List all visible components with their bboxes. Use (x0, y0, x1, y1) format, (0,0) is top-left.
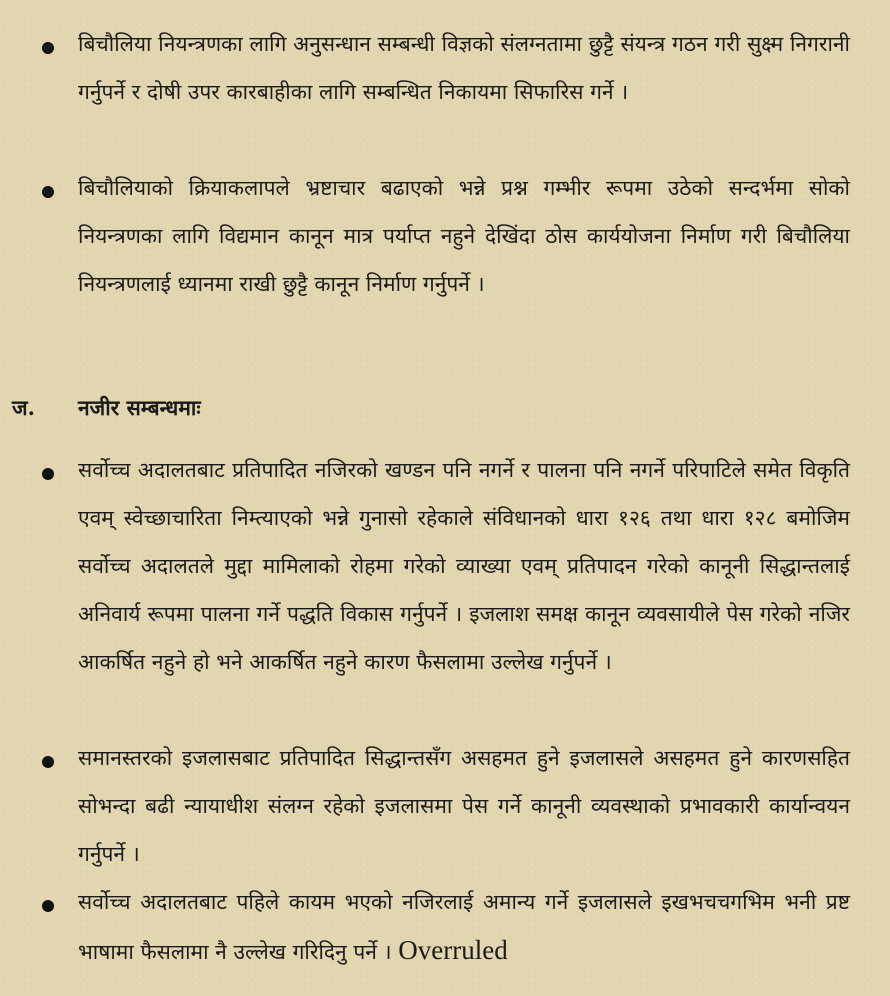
bullet-icon (42, 900, 54, 912)
list-item-text: बिचौलियाको क्रियाकलापले भ्रष्टाचार बढाएको भन्ने प्रश्न गम्भीर रूपमा उठेको सन्दर्भमा सोको नियन्त्रणका लागि विद्यमान कानून मात्र पर्याप्त नहुने देखिंदा ठोस कार्ययोजना निर्माण गरी बिचौलिया नियन्त्रणलाई ध्यानमा राखी छुट्टै कानून निर्माण गर्नुपर्ने । (78, 176, 850, 296)
section-heading (0, 388, 890, 428)
list-item-text: समानस्तरको इजलासबाट प्रतिपादित सिद्धान्तसँग असहमत हुने इजलासले असहमत हुने कारणसहित सोभन्दा बढी न्यायाधीश संलग्न रहेको इजलासमा पेस गर्ने कानूनी व्यवस्थाको प्रभावकारी कार्यान्वयन गर्नुपर्ने । (78, 746, 850, 866)
list-item-text-nepali: सर्वोच्च अदालतबाट पहिले कायम भएको नजिरलाई अमान्य गर्ने इजलासले इखभचचगभिम भनी प्रष्ट भाषामा फैसलामा नै उल्लेख गरिदिनु पर्ने । (78, 890, 850, 964)
list-item-text (78, 878, 850, 976)
list-item-text: बिचौलिया नियन्त्रणका लागि अनुसन्धान सम्बन्धी विज्ञको संलग्नतामा छुट्टै संयन्त्र गठन गरी सुक्ष्म निगरानी गर्नुपर्ने र दोषी उपर कारबाहीका लागि सम्बन्धित निकायमा सिफारिस गर्ने । (78, 32, 850, 104)
english-term: Overruled (398, 935, 508, 965)
section-title: नजीर सम्बन्धमाः (78, 395, 201, 420)
bullet-icon (42, 186, 54, 198)
list-item-text: सर्वोच्च अदालतबाट प्रतिपादित नजिरको खण्डन पनि नगर्ने र पालना पनि नगर्ने परिपाटिले समेत विकृति एवम् स्वेच्छाचारिता निम्त्याएको भन्ने गुनासो रहेकाले संविधानको धारा १२६ तथा धारा १२८ बमोजिम सर्वोच्च अदालतले मुद्दा मामिलाको रोहमा गरेको व्याख्या एवम् प्रतिपादन गरेको कानूनी सिद्धान्तलाई अनिवार्य रूपमा पालना गर्ने पद्धति विकास गर्नुपर्ने । इजलाश समक्ष कानून व्यवसायीले पेस गरेको नजिर आकर्षित नहुने हो भने आकर्षित नहुने कारण फैसलामा उल्लेख गर्नुपर्ने । (78, 458, 850, 674)
section-letter: ज. (12, 395, 35, 420)
bullet-icon (42, 468, 54, 480)
bullet-icon (42, 42, 54, 54)
bullet-icon (42, 756, 54, 768)
